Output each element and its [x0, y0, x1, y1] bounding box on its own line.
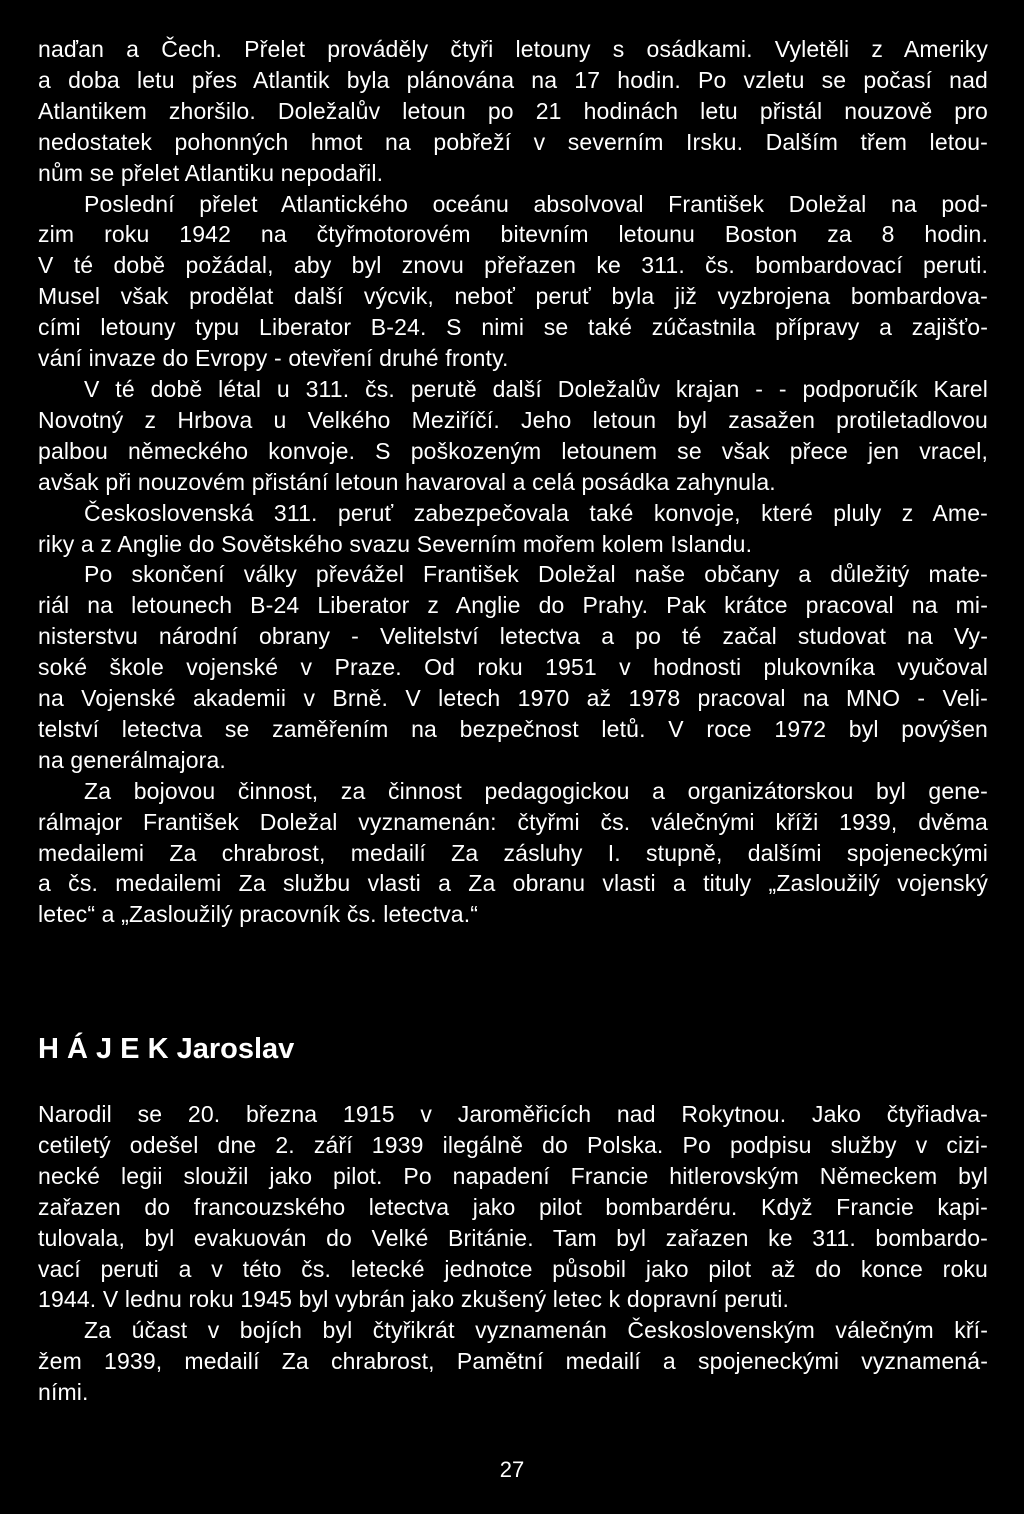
- text-line: naďan a Čech. Přelet prováděly čtyři letouny s osádkami. Vyletěli z Ameriky: [38, 36, 988, 62]
- text-line: a čs. medailemi Za službu vlasti a Za obranu vlasti a tituly „Zasloužilý vojenský: [38, 870, 988, 897]
- text-line: Československá 311. peruť zabezpečovala také konvoje, které pluly z Ame-: [84, 499, 988, 526]
- text-line: ními.: [38, 1379, 89, 1406]
- text-line: vací peruti a v této čs. letecké jednotce působil jako pilot až do konce roku: [38, 1255, 988, 1282]
- text-line: V té době létal u 311. čs. perutě další Doležalův krajan - - podporučík Karel: [84, 375, 988, 402]
- text-block-2: [38, 1099, 988, 1408]
- text-line: palbou německého konvoje. S poškozeným letounem se však přece jen vracel,: [38, 437, 988, 464]
- section-heading: H Á J E K Jaroslav: [38, 1033, 295, 1065]
- text-line: riál na letounech B-24 Liberator z Anglie do Prahy. Pak krátce pracoval na mi-: [38, 592, 988, 619]
- text-line: tulovala, byl evakuován do Velké Británie. Tam byl zařazen ke 311. bombardo-: [38, 1224, 988, 1251]
- text-line: nedostatek pohonných hmot na pobřeží v severním Irsku. Dalším třem letou-: [38, 128, 988, 155]
- text-line: Novotný z Hrbova u Velkého Meziříčí. Jeho letoun byl zasažen protiletadlovou: [38, 406, 988, 433]
- text-line: avšak při nouzovém přistání letoun havaroval a celá posádka zahynula.: [38, 468, 776, 495]
- text-line: vání invaze do Evropy - otevření druhé fronty.: [38, 345, 509, 372]
- text-line: soké škole vojenské v Praze. Od roku 1951 v hodnosti plukovníka vyučoval: [38, 654, 988, 681]
- text-line: Za účast v bojích byl čtyřikrát vyznamenán Československým válečným kří-: [84, 1317, 988, 1344]
- text-line: letec“ a „Zasloužilý pracovník čs. letectva.“: [38, 901, 479, 928]
- text-line: Poslední přelet Atlantického oceánu absolvoval František Doležal na pod-: [84, 190, 988, 217]
- text-line: cetiletý odešel dne 2. září 1939 ilegálně do Polska. Po podpisu služby v cizi-: [38, 1131, 988, 1158]
- text-line: Po skončení války převážel František Doležal naše občany a důležitý mate-: [84, 561, 988, 588]
- text-line: žem 1939, medailí Za chrabrost, Pamětní medailí a spojeneckými vyznamená-: [38, 1348, 988, 1375]
- text-line: na Vojenské akademii v Brně. V letech 1970 až 1978 pracoval na MNO - Veli-: [38, 685, 988, 712]
- text-line: Atlantikem zhoršilo. Doležalův letoun po 21 hodinách letu přistál nouzově pro: [38, 97, 988, 124]
- text-line: Narodil se 20. března 1915 v Jaroměřicích nad Rokytnou. Jako čtyřiadva-: [38, 1101, 988, 1127]
- text-line: zařazen do francouzského letectva jako pilot bombardéru. Když Francie kapi-: [38, 1193, 988, 1220]
- text-line: a doba letu přes Atlantik byla plánována na 17 hodin. Po vzletu se počasí nad: [38, 66, 988, 93]
- text-line: nisterstvu národní obrany - Velitelství letectva a po té začal studovat na Vy-: [38, 623, 988, 650]
- text-line: na generálmajora.: [38, 746, 226, 773]
- text-line: zim roku 1942 na čtyřmotorovém bitevním letounu Boston za 8 hodin.: [38, 221, 988, 248]
- text-line: cími letouny typu Liberator B-24. S nimi se také zúčastnila přípravy a zajišťo-: [38, 314, 988, 341]
- text-line: 1944. V lednu roku 1945 byl vybrán jako zkušený letec k dopravní peruti.: [38, 1286, 790, 1313]
- text-line: Za bojovou činnost, za činnost pedagogickou a organizátorskou byl gene-: [84, 777, 988, 804]
- text-line: telství letectva se zaměřením na bezpečnost letů. V roce 1972 byl povýšen: [38, 715, 988, 742]
- text-line: nům se přelet Atlantiku nepodařil.: [38, 159, 384, 186]
- text-line: Musel však prodělat další výcvik, neboť peruť byla již vyzbrojena bombardova-: [38, 283, 988, 310]
- text-line: medailemi Za chrabrost, medailí Za zásluhy I. stupně, dalšími spojeneckými: [38, 839, 988, 866]
- text-line: rálmajor František Doležal vyznamenán: čtyřmi čs. válečnými kříži 1939, dvěma: [38, 808, 988, 835]
- text-line: V té době požádal, aby byl znovu přeřazen ke 311. čs. bombardovací peruti.: [38, 252, 988, 279]
- text-line: necké legii sloužil jako pilot. Po napadení Francie hitlerovským Německem byl: [38, 1162, 988, 1189]
- page-number: 27: [499, 1457, 525, 1482]
- text-line: riky a z Anglie do Sovětského svazu Severním mořem kolem Islandu.: [38, 530, 753, 557]
- text-block-1: [38, 34, 988, 930]
